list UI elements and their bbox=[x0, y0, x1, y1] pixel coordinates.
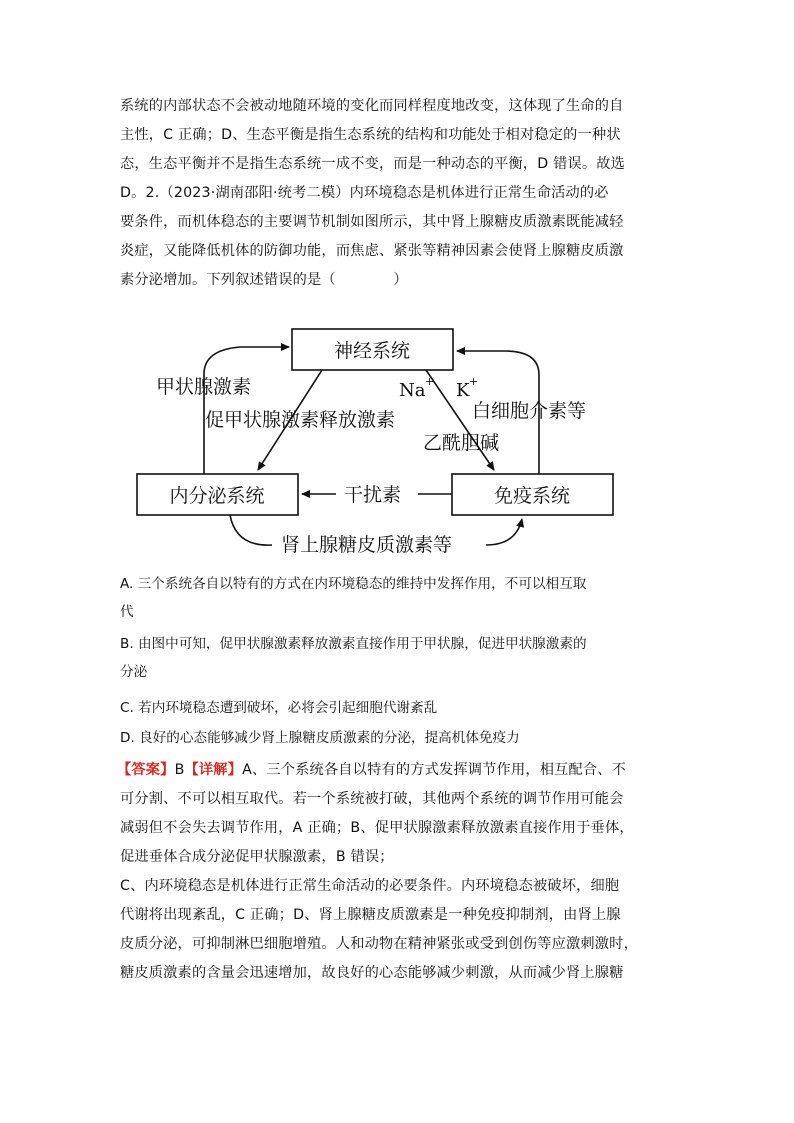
label-ach: 乙酰胆碱 bbox=[423, 432, 500, 454]
box-immune-label: 免疫系统 bbox=[493, 485, 571, 507]
answer-line: C、内环境稳态是机体进行正常生命活动的必要条件。内环境稳态被破坏，细胞 bbox=[120, 878, 620, 894]
intro-line: 炎症，又能降低机体的防御功能，而焦虑、紧张等精神因素会使肾上腺糖皮质激 bbox=[120, 243, 624, 259]
option-line: B. 由图中可知，促甲状腺激素释放激素直接作用于甲状腺，促进甲状腺激素的 bbox=[120, 636, 587, 652]
intro-line: 素分泌增加。下列叙述错误的是（ ） bbox=[120, 272, 408, 288]
intro-line: D。2.（2023·湖南邵阳·统考二模）内环境稳态是机体进行正常生命活动的必 bbox=[120, 185, 609, 201]
answer-tag: 【答案】 bbox=[117, 762, 175, 778]
intro-line: 系统的内部状态不会被动地随环境的变化而同样程度地改变，这体现了生命的自 bbox=[120, 98, 624, 114]
label-na: Na bbox=[399, 380, 426, 401]
option-a bbox=[120, 570, 680, 626]
answer-first-line bbox=[117, 756, 677, 785]
answer-first-rest: A、三个系统各自以特有的方式发挥调节作用，相互配合、不 bbox=[242, 762, 627, 778]
answer-line: 皮质分泌，可抑制淋巴细胞增殖。人和动物在精神紧张或受到创伤等应激刺激时， bbox=[120, 936, 638, 952]
answer-paragraph bbox=[117, 756, 677, 988]
intro-line: 要条件，而机体稳态的主要调节机制如图所示，其中肾上腺糖皮质激素既能减轻 bbox=[120, 214, 624, 230]
option-line: A. 三个系统各自以特有的方式在内环境稳态的维持中发挥作用，不可以相互取 bbox=[120, 576, 587, 592]
option-line: 分泌 bbox=[120, 664, 148, 680]
label-interleukin: 白细胞介素等 bbox=[472, 400, 587, 422]
answer-value: B bbox=[174, 762, 185, 778]
option-line: 代 bbox=[120, 604, 134, 620]
answer-line: 代谢将出现紊乱，C 正确；D、肾上腺糖皮质激素是一种免疫抑制剂，由肾上腺 bbox=[120, 907, 621, 923]
box-nervous-label: 神经系统 bbox=[333, 340, 411, 362]
label-na-plus: + bbox=[425, 375, 435, 388]
explain-tag: 【详解】 bbox=[184, 762, 243, 778]
label-k: K bbox=[456, 380, 470, 401]
answer-line: 可分割、不可以相互取代。若一个系统被打破，其他两个系统的调节作用可能会 bbox=[120, 791, 624, 807]
option-c bbox=[120, 694, 680, 722]
label-k-plus: + bbox=[469, 375, 479, 388]
label-glucocorticoid: 肾上腺糖皮质激素等 bbox=[281, 534, 453, 556]
option-b bbox=[120, 630, 680, 686]
answer-line: 促进垂体合成分泌促甲状腺激素，B 错误； bbox=[120, 849, 394, 865]
box-endocrine-label: 内分泌系统 bbox=[169, 485, 265, 507]
intro-line: 主性，C 正确；D、生态平衡是指生态系统的结构和功能处于相对稳定的一种状 bbox=[120, 127, 621, 143]
answer-line: 糖皮质激素的含量会迅速增加，故良好的心态能够减少刺激，从而减少肾上腺糖 bbox=[120, 965, 624, 981]
answer-line: 减弱但不会失去调节作用，A 正确；B、促甲状腺激素释放激素直接作用于垂体， bbox=[120, 820, 634, 836]
label-trh: 促甲状腺激素释放激素 bbox=[205, 409, 396, 431]
intro-line: 态，生态平衡并不是指生态系统一成不变，而是一种动态的平衡，D 错误。故选 bbox=[120, 156, 626, 172]
option-line: D. 良好的心态能够减少肾上腺糖皮质激素的分泌，提高机体免疫力 bbox=[120, 730, 520, 746]
label-thyroid-hormone: 甲状腺激素 bbox=[156, 376, 252, 398]
label-interferon: 干扰素 bbox=[344, 484, 402, 506]
option-d bbox=[120, 724, 680, 752]
option-line: C. 若内环境稳态遭到破坏，必将会引起细胞代谢紊乱 bbox=[120, 700, 438, 716]
